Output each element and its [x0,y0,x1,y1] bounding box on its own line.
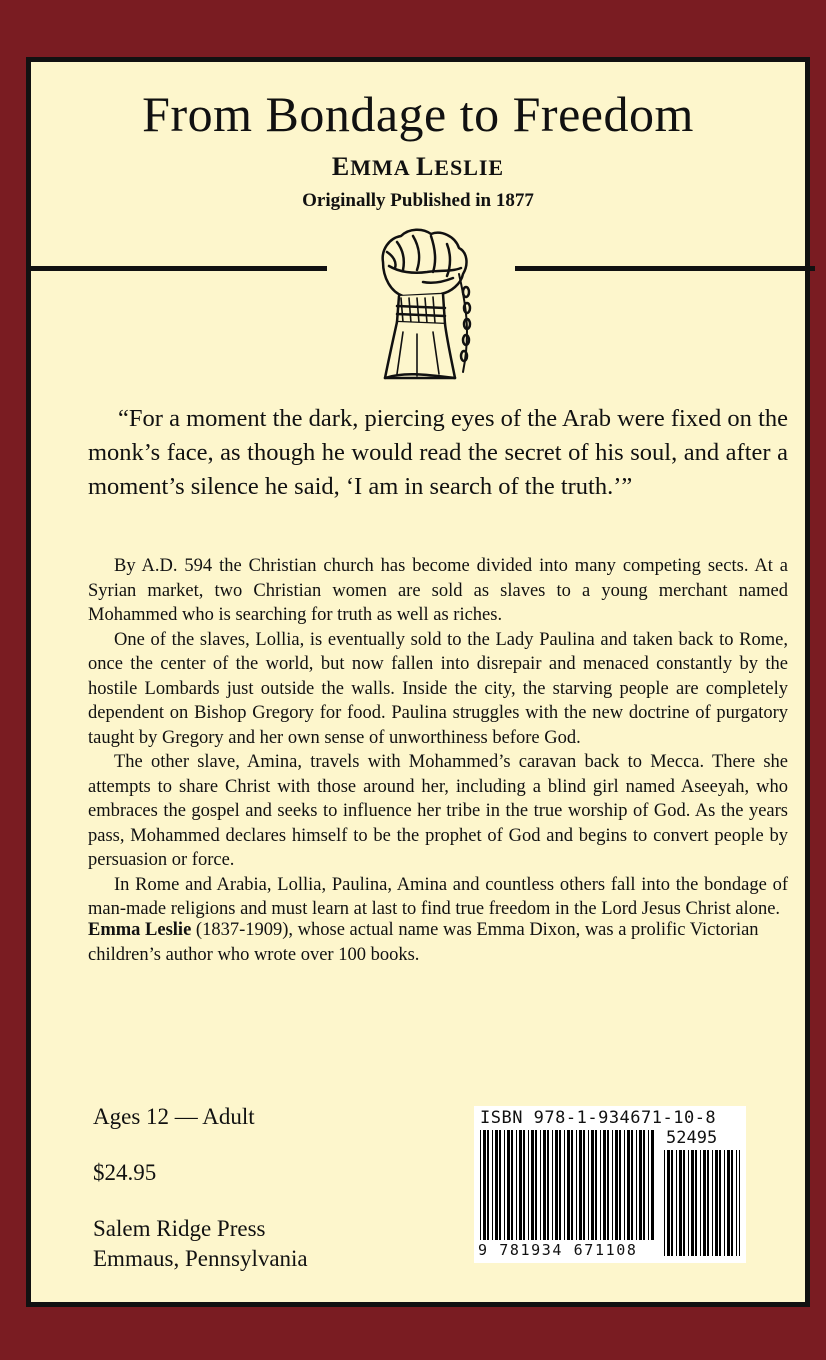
divider-left [31,266,327,271]
barcode-bar [588,1130,589,1240]
barcode-bar [719,1150,721,1256]
barcode-bar [700,1150,701,1256]
barcode-bar [487,1130,489,1240]
book-title: From Bondage to Freedom [142,86,694,142]
price-code-label: 52495 [666,1128,718,1148]
barcode-bar [591,1130,594,1240]
barcode-bar [639,1130,642,1240]
age-range: Ages 12 — Adult [93,1104,255,1129]
author-bio-name: Emma Leslie [88,920,192,940]
author-name [31,152,805,182]
barcode-bar [727,1150,730,1256]
author-first-initial: E [331,152,351,181]
ean-digits: 9 781934 671108 [478,1241,638,1259]
barcode-bar [540,1130,541,1240]
barcode-bar [523,1130,525,1240]
barcode-bar [495,1130,498,1240]
barcode-bar [627,1130,630,1240]
barcode-bar [664,1150,665,1256]
barcode-bar [676,1150,677,1256]
barcode-bar [552,1130,553,1240]
barcode-bar [683,1150,685,1256]
barcode-bar [595,1130,597,1240]
barcode-bar [511,1130,513,1240]
barcode-bar [736,1150,737,1256]
author-last-initial: L [415,152,435,181]
divider-right [515,266,815,271]
barcode-bar [679,1150,682,1256]
summary-paragraph-3: The other slave, Amina, travels with Mohammed’s caravan back to Mecca. There she attempts to share Christ with those around her, including a blind girl named Aseeyah, who embraces the gospel and seeks to influence her tribe in the true worship of God. As the years pass, Mohammed declares himself to be the prophet of God and begins to convert people by persuasion or force. [88,752,788,870]
barcode-bar [703,1150,706,1256]
barcode-bar [731,1150,733,1256]
barcode-bar [636,1130,637,1240]
barcode-bar [724,1150,725,1256]
isbn-label: ISBN 978-1-934671-10-8 [480,1108,717,1128]
barcode-bar [579,1130,582,1240]
publication-note: Originally Published in 1877 [302,190,534,211]
barcode-bar [483,1130,486,1240]
barcode-bar [516,1130,517,1240]
barcode-bar [571,1130,573,1240]
barcode-bar [559,1130,561,1240]
barcode-bar [619,1130,621,1240]
barcode-bar [712,1150,713,1256]
barcode-bar [543,1130,546,1240]
barcode-bar [507,1130,510,1240]
barcode-bar [715,1150,718,1256]
barcode-bar [667,1150,670,1256]
barcode-bar [600,1130,601,1240]
author-bio-body: (1837-1909), whose actual name was Emma Dixon, was a prolific Victorian children’s author who wrote over 100 books. [88,920,759,965]
barcode-bar [504,1130,505,1240]
price: $24.95 [93,1160,157,1185]
book-back-cover [26,57,810,1307]
publisher-location: Emmaus, Pennsylvania [93,1246,308,1271]
summary-paragraph-1: By A.D. 594 the Christian church has become divided into many competing sects. At a Syrian market, two Christian women are sold as slaves to a young merchant named Mohammed who is searching for truth as well as riches. [88,556,788,625]
summary-paragraph-4: In Rome and Arabia, Lollia, Paulina, Amina and countless others fall into the bondage of man-made religions and must learn at last to find true freedom in the Lord Jesus Christ alone. [88,874,788,919]
barcode-bar [555,1130,558,1240]
barcode-bar [707,1150,709,1256]
barcode-bar [624,1130,625,1240]
publisher-name: Salem Ridge Press [93,1216,266,1241]
barcode-bar [615,1130,618,1240]
barcode-bar [603,1130,606,1240]
barcode-bar [643,1130,645,1240]
book-summary [88,554,788,922]
barcode-bar [695,1150,697,1256]
barcode-bar [492,1130,493,1240]
isbn-barcode [474,1106,746,1263]
barcode-bar [651,1130,654,1240]
author-first-rest: MMA [350,155,410,180]
author-bio-text [88,918,788,967]
barcode-bar [688,1150,689,1256]
barcode-bar [607,1130,609,1240]
barcode-bar [631,1130,633,1240]
barcode-bar [528,1130,529,1240]
barcode-bar [480,1130,481,1240]
barcode-bar [547,1130,549,1240]
barcode-bar [567,1130,570,1240]
barcode-bar [519,1130,522,1240]
barcode-bar [564,1130,565,1240]
barcode-bar [531,1130,534,1240]
barcode-bar [691,1150,694,1256]
barcode-bar [739,1150,740,1256]
summary-paragraph-2: One of the slaves, Lollia, is eventually sold to the Lady Paulina and taken back to Rome, once the center of the world, but now fallen into disrepair and menaced constantly by the hostile Lombards just outside the walls. Inside the city, the starving people are completely dependent on Bishop Gregory for food. Paulina struggles with the new doctrine of purgatory taught by Gregory and her own sense of unworthiness before God. [88,629,788,748]
barcode-bar [648,1130,649,1240]
quote-text: “For a moment the dark, piercing eyes of the Arab were fixed on the monk’s face, as though he would read the secret of his soul, and after a moment’s silence he said, ‘I am in search of the truth.’” [88,405,788,500]
excerpt-quote [88,402,788,504]
raised-fist-broken-chain-icon [363,222,479,382]
author-last-rest: ESLIE [434,155,505,180]
barcode-bar [671,1150,673,1256]
barcode-bar [535,1130,537,1240]
barcode-bar [499,1130,501,1240]
barcode-bar [583,1130,585,1240]
barcode-bar [612,1130,613,1240]
author-bio [88,918,788,967]
barcode-bar [576,1130,577,1240]
